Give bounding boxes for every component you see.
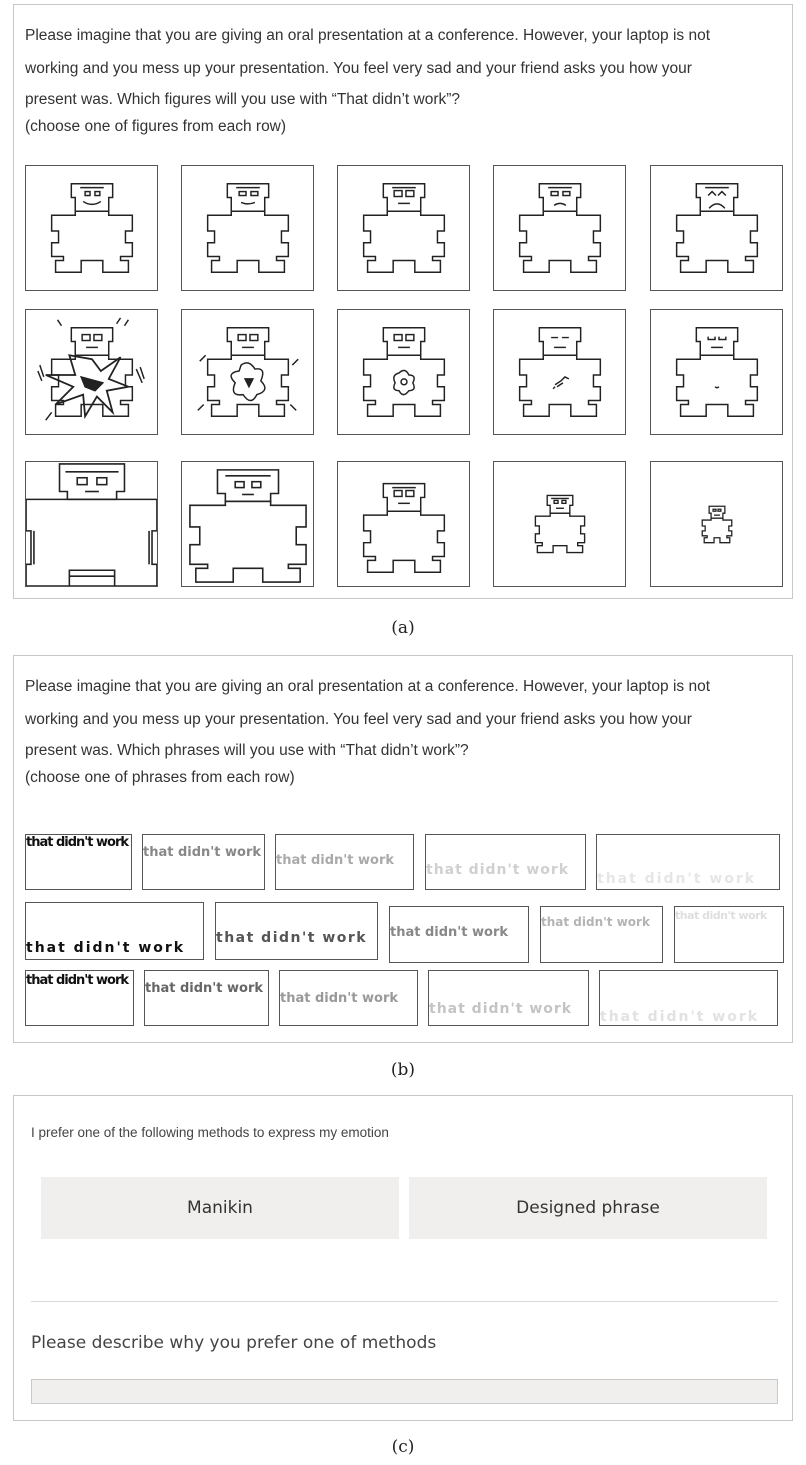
caption-c: (c)	[391, 1437, 415, 1457]
manikin-neutral-icon	[338, 166, 469, 290]
phrase-text: that didn't work	[426, 862, 570, 878]
manikin-very-happy-icon	[26, 166, 157, 290]
manikin-valence-unhappy[interactable]	[493, 165, 626, 291]
phrase-text: that didn't work	[600, 1009, 760, 1025]
manikin-dominance-neutral[interactable]	[337, 461, 470, 587]
phrase-text: that didn't work	[675, 909, 767, 922]
manikin-dominant-icon	[182, 462, 313, 586]
manikin-dominance-dominant[interactable]	[181, 461, 314, 587]
manikin-valence-neutral[interactable]	[337, 165, 470, 291]
manikin-very-submissive-icon	[651, 462, 782, 586]
phrase-text: that didn't work	[26, 973, 129, 988]
manikin-very-calm-icon	[651, 310, 782, 434]
manikin-dominance-very-submissive[interactable]	[650, 461, 783, 587]
question-line: Please imagine that you are giving an oral presentation at a conference. However, your laptop is not	[25, 678, 710, 695]
caption-a: (a)	[391, 618, 415, 638]
divider	[31, 1301, 778, 1302]
phrase-question-panel	[13, 655, 793, 1043]
phrase-option[interactable]	[279, 970, 418, 1026]
phrase-option[interactable]	[596, 834, 780, 890]
phrase-option[interactable]	[25, 834, 132, 890]
phrase-option[interactable]	[144, 970, 269, 1026]
phrase-option[interactable]	[674, 906, 784, 963]
question-line: working and you mess up your presentation. You feel very sad and your friend asks you how your	[25, 60, 692, 77]
phrase-text: that didn't work	[26, 940, 186, 956]
question-line: Please imagine that you are giving an oral presentation at a conference. However, your laptop is not	[25, 27, 710, 44]
question-line: present was. Which figures will you use with “That didn’t work”?	[25, 91, 461, 108]
phrase-text: that didn't work	[26, 835, 129, 850]
phrase-option[interactable]	[142, 834, 265, 890]
preference-panel	[13, 1095, 793, 1421]
manikin-dominance-submissive[interactable]	[493, 461, 626, 587]
phrase-option[interactable]	[25, 970, 134, 1026]
prefer-label: I prefer one of the following methods to express my emotion	[31, 1125, 389, 1140]
phrase-text: that didn't work	[280, 991, 399, 1006]
manikin-arousal-moderate[interactable]	[337, 309, 470, 435]
phrase-option[interactable]	[540, 906, 663, 963]
manikin-valence-very-happy[interactable]	[25, 165, 158, 291]
manikin-unhappy-icon	[494, 166, 625, 290]
phrase-option[interactable]	[389, 906, 529, 963]
phrase-text: that didn't work	[276, 853, 395, 868]
manikin-very-dominant-icon	[26, 462, 157, 586]
manikin-arousal-excited[interactable]	[181, 309, 314, 435]
manikin-dominance-neutral-icon	[338, 462, 469, 586]
manikin-valence-happy[interactable]	[181, 165, 314, 291]
phrase-text: that didn't work	[145, 981, 264, 996]
manikin-arousal-very-excited[interactable]	[25, 309, 158, 435]
phrase-text: that didn't work	[390, 925, 509, 940]
figure-question-panel	[13, 4, 793, 599]
manikin-very-excited-icon	[26, 310, 157, 434]
manikin-calm-icon	[494, 310, 625, 434]
phrase-text: that didn't work	[216, 930, 368, 946]
question-line: present was. Which phrases will you use with “That didn’t work”?	[25, 742, 469, 759]
phrase-text: that didn't work	[429, 1001, 573, 1017]
phrase-option[interactable]	[275, 834, 414, 890]
figure-question-text	[25, 19, 785, 139]
phrase-option[interactable]	[428, 970, 589, 1026]
phrase-text: that didn't work	[597, 871, 757, 887]
manikin-option-button[interactable]: Manikin	[41, 1177, 399, 1239]
manikin-happy-icon	[182, 166, 313, 290]
manikin-very-unhappy-icon	[651, 166, 782, 290]
caption-b: (b)	[390, 1060, 416, 1080]
manikin-dominance-very-dominant[interactable]	[25, 461, 158, 587]
phrase-text: that didn't work	[541, 915, 650, 929]
phrase-question-text	[25, 670, 785, 790]
phrase-text: that didn't work	[143, 845, 262, 860]
manikin-submissive-icon	[494, 462, 625, 586]
phrase-option[interactable]	[25, 902, 204, 960]
manikin-excited-icon	[182, 310, 313, 434]
phrase-option[interactable]	[215, 902, 378, 960]
phrase-instruction: (choose one of phrases from each row)	[25, 769, 295, 786]
phrase-option[interactable]	[599, 970, 778, 1026]
figure-instruction: (choose one of figures from each row)	[25, 118, 287, 135]
manikin-arousal-calm[interactable]	[493, 309, 626, 435]
manikin-arousal-very-calm[interactable]	[650, 309, 783, 435]
describe-label: Please describe why you prefer one of methods	[31, 1333, 437, 1353]
question-line: working and you mess up your presentation. You feel very sad and your friend asks you how your	[25, 711, 692, 728]
designed-phrase-option-button[interactable]: Designed phrase	[409, 1177, 767, 1239]
phrase-option[interactable]	[425, 834, 586, 890]
manikin-moderate-icon	[338, 310, 469, 434]
manikin-valence-very-unhappy[interactable]	[650, 165, 783, 291]
describe-input[interactable]	[31, 1379, 778, 1404]
